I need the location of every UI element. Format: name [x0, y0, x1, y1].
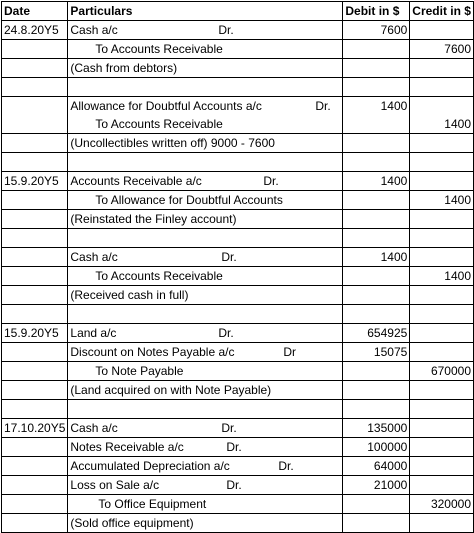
debit-amount-cell [343, 400, 410, 419]
credit-amount-cell: 1400 [410, 191, 474, 210]
table-row [2, 514, 474, 533]
date-cell [2, 305, 68, 324]
date-cell: 15.9.20Y5 [2, 172, 68, 191]
account-name: (Land acquired on with Note Payable) [70, 383, 272, 397]
table-row [2, 267, 474, 286]
debit-amount-cell: 21000 [343, 476, 410, 495]
table-row [2, 476, 474, 495]
credit-amount-cell [410, 229, 474, 248]
particulars-cell [68, 134, 343, 153]
particulars-cell [68, 400, 343, 419]
account-name: To Allowance for Doubtful Accounts [95, 193, 283, 207]
table-row [2, 229, 474, 248]
table-row [2, 419, 474, 438]
credit-amount-cell: 320000 [410, 495, 474, 514]
debit-amount-cell: 64000 [343, 457, 410, 476]
date-cell [2, 59, 68, 78]
header-row [2, 2, 474, 21]
account-name: To Note Payable [95, 364, 184, 378]
debit-amount-cell [343, 305, 410, 324]
account-name: Cash a/c [70, 421, 118, 435]
debit-marker: Dr. [218, 326, 234, 340]
date-cell [2, 134, 68, 153]
journal-body [2, 21, 474, 533]
date-cell [2, 476, 68, 495]
credit-amount-cell [410, 324, 474, 343]
credit-amount-cell [410, 343, 474, 362]
particulars-cell [68, 324, 343, 343]
debit-marker: Dr. [226, 478, 242, 492]
particulars-cell [68, 59, 343, 78]
date-cell [2, 210, 68, 229]
particulars-cell [68, 362, 343, 381]
credit-amount-cell: 1400 [410, 115, 474, 134]
table-row [2, 343, 474, 362]
date-cell [2, 229, 68, 248]
credit-amount-cell [410, 172, 474, 191]
date-cell [2, 267, 68, 286]
credit-amount-cell: 7600 [410, 40, 474, 59]
account-name: To Accounts Receivable [95, 42, 223, 56]
credit-amount-cell [410, 59, 474, 78]
date-cell: 24.8.20Y5 [2, 21, 68, 40]
credit-amount-cell [410, 21, 474, 40]
credit-amount-cell [410, 134, 474, 153]
credit-amount-cell [410, 438, 474, 457]
debit-amount-cell: 100000 [343, 438, 410, 457]
particulars-cell [68, 438, 343, 457]
credit-amount-cell [410, 97, 474, 116]
particulars-cell [68, 457, 343, 476]
debit-amount-cell [343, 153, 410, 172]
debit-amount-cell [343, 134, 410, 153]
credit-column-header: Credit in $ [410, 2, 474, 21]
particulars-cell [68, 210, 343, 229]
debit-amount-cell: 135000 [343, 419, 410, 438]
table-row [2, 362, 474, 381]
debit-marker: Dr. [315, 99, 331, 113]
table-row [2, 21, 474, 40]
date-cell [2, 438, 68, 457]
table-row [2, 210, 474, 229]
account-name: To Accounts Receivable [95, 117, 223, 131]
particulars-cell [68, 191, 343, 210]
debit-amount-cell [343, 40, 410, 59]
debit-amount-cell: 1400 [343, 172, 410, 191]
table-row [2, 324, 474, 343]
credit-amount-cell [410, 514, 474, 533]
account-name: (Received cash in full) [70, 288, 189, 302]
debit-amount-cell: 654925 [343, 324, 410, 343]
table-row [2, 134, 474, 153]
debit-amount-cell [343, 286, 410, 305]
account-name: To Accounts Receivable [95, 269, 223, 283]
date-cell [2, 97, 68, 116]
account-name: (Sold office equipment) [70, 516, 194, 530]
debit-amount-cell [343, 267, 410, 286]
table-row [2, 59, 474, 78]
debit-amount-cell [343, 115, 410, 134]
date-cell: 15.9.20Y5 [2, 324, 68, 343]
table-row [2, 40, 474, 59]
debit-amount-cell [343, 381, 410, 400]
account-name: Loss on Sale a/c [70, 478, 160, 492]
particulars-cell [68, 343, 343, 362]
date-cell [2, 495, 68, 514]
journal-entry-table [1, 1, 474, 533]
date-column-header: Date [2, 2, 68, 21]
particulars-cell [68, 286, 343, 305]
particulars-cell [68, 229, 343, 248]
particulars-cell [68, 40, 343, 59]
date-cell [2, 381, 68, 400]
account-name: Cash a/c [70, 23, 118, 37]
table-row [2, 97, 474, 116]
account-name: (Uncollectibles written off) 9000 - 7600 [70, 136, 275, 150]
particulars-cell [68, 419, 343, 438]
credit-amount-cell [410, 286, 474, 305]
credit-amount-cell [410, 305, 474, 324]
debit-amount-cell [343, 229, 410, 248]
date-cell: 17.10.20Y5 [2, 419, 68, 438]
debit-amount-cell [343, 362, 410, 381]
debit-amount-cell: 1400 [343, 97, 410, 116]
date-cell [2, 362, 68, 381]
particulars-cell [68, 97, 343, 116]
debit-amount-cell [343, 514, 410, 533]
account-name: (Reinstated the Finley account) [70, 212, 237, 226]
particulars-cell [68, 514, 343, 533]
debit-marker: Dr. [221, 421, 237, 435]
particulars-cell [68, 381, 343, 400]
particulars-cell [68, 153, 343, 172]
debit-amount-cell [343, 78, 410, 97]
credit-amount-cell [410, 400, 474, 419]
account-name: Discount on Notes Payable a/c [70, 345, 235, 359]
debit-amount-cell [343, 210, 410, 229]
particulars-cell [68, 476, 343, 495]
credit-amount-cell [410, 248, 474, 267]
account-name: Accounts Receivable a/c [70, 174, 202, 188]
debit-amount-cell [343, 495, 410, 514]
debit-amount-cell: 15075 [343, 343, 410, 362]
table-row [2, 381, 474, 400]
particulars-cell [68, 115, 343, 134]
credit-amount-cell [410, 78, 474, 97]
date-cell [2, 343, 68, 362]
date-cell [2, 78, 68, 97]
credit-amount-cell: 1400 [410, 267, 474, 286]
particulars-cell [68, 172, 343, 191]
credit-amount-cell [410, 457, 474, 476]
account-name: To Office Equipment [98, 497, 207, 511]
particulars-cell [68, 267, 343, 286]
credit-amount-cell [410, 419, 474, 438]
table-row [2, 248, 474, 267]
account-name: (Cash from debtors) [70, 61, 178, 75]
date-cell [2, 457, 68, 476]
debit-amount-cell: 1400 [343, 248, 410, 267]
credit-amount-cell [410, 153, 474, 172]
debit-marker: Dr. [278, 459, 294, 473]
table-row [2, 305, 474, 324]
date-cell [2, 248, 68, 267]
credit-amount-cell [410, 476, 474, 495]
date-cell [2, 40, 68, 59]
table-row [2, 115, 474, 134]
date-cell [2, 115, 68, 134]
particulars-cell [68, 495, 343, 514]
date-cell [2, 514, 68, 533]
table-row [2, 286, 474, 305]
debit-column-header: Debit in $ [343, 2, 410, 21]
table-row [2, 495, 474, 514]
date-cell [2, 153, 68, 172]
account-name: Allowance for Doubtful Accounts a/c [70, 99, 262, 113]
debit-amount-cell [343, 191, 410, 210]
date-cell [2, 191, 68, 210]
date-cell [2, 286, 68, 305]
debit-marker: Dr. [218, 23, 234, 37]
debit-amount-cell: 7600 [343, 21, 410, 40]
credit-amount-cell: 670000 [410, 362, 474, 381]
debit-marker: Dr [283, 345, 297, 359]
particulars-column-header: Particulars [68, 2, 343, 21]
account-name: Notes Receivable a/c [70, 440, 184, 454]
account-name: Accumulated Depreciation a/c [70, 459, 230, 473]
particulars-cell [68, 78, 343, 97]
account-name: Cash a/c [70, 250, 118, 264]
credit-amount-cell [410, 210, 474, 229]
particulars-cell [68, 21, 343, 40]
table-row [2, 78, 474, 97]
debit-amount-cell [343, 59, 410, 78]
table-row [2, 438, 474, 457]
particulars-cell [68, 248, 343, 267]
account-name: Land a/c [70, 326, 117, 340]
table-row [2, 191, 474, 210]
table-row [2, 400, 474, 419]
table-row [2, 172, 474, 191]
particulars-cell [68, 305, 343, 324]
table-row [2, 153, 474, 172]
debit-marker: Dr. [226, 440, 242, 454]
credit-amount-cell [410, 381, 474, 400]
date-cell [2, 400, 68, 419]
debit-marker: Dr. [221, 250, 237, 264]
debit-marker: Dr. [263, 174, 279, 188]
table-row [2, 457, 474, 476]
